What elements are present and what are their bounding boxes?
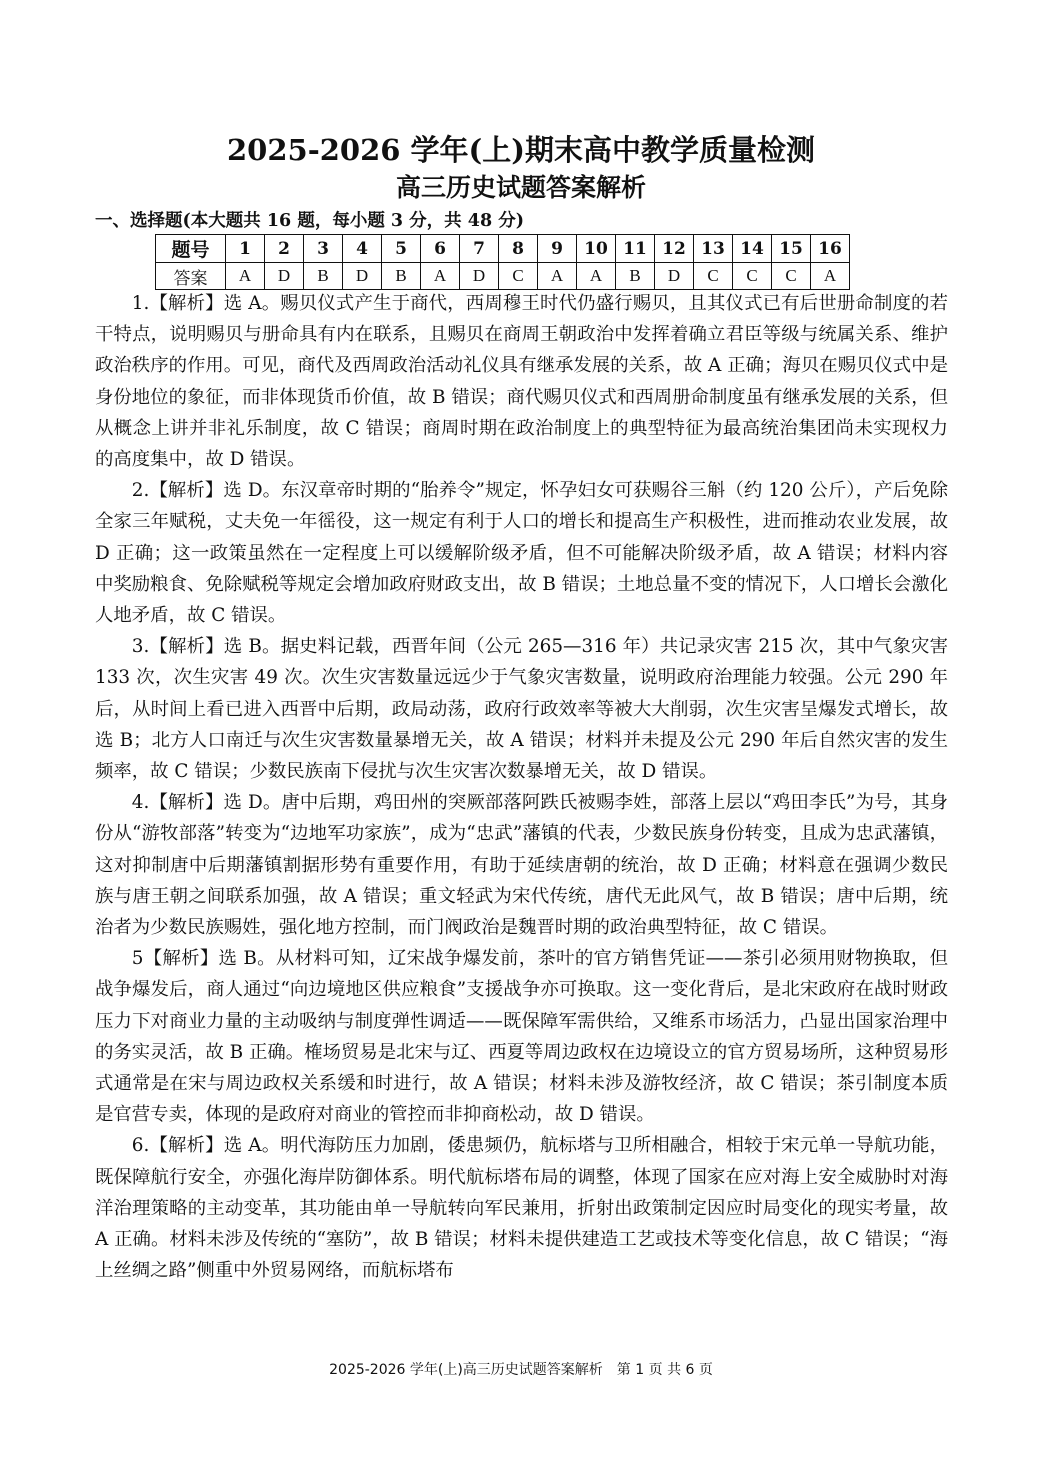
explanation-paragraph: 4.【解析】选 D。唐中后期，鸡田州的突厥部落阿跌氏被赐李姓，部落上层以“鸡田李氏”为号，其身份从“游牧部落”转变为“边地军功家族”，成为“忠武”藩镇的代表，少数民族身份转变，且成为忠武藩镇，这对抑制唐中后期藩镇割据形势有重要作用，有助于延续唐朝的统治，故 D 正确；材料意在强调少数民族与唐王朝之间联系加强，故 A 错误；重文轻武为宋代传统，唐代无此风气，故 B 错误；唐中后期，统治者为少数民族赐姓，强化地方控制，而门阀政治是魏晋时期的政治典型特征，故 C 错误。 [95, 792, 948, 939]
question-number-cell: 14 [733, 235, 772, 263]
explanations [95, 288, 948, 1287]
question-number-cell: 15 [772, 235, 811, 263]
explanation-paragraph: 5【解析】选 B。从材料可知，辽宋战争爆发前，茶叶的官方销售凭证——茶引必须用财物换取，但战争爆发后，商人通过“向边境地区供应粮食”支援战争亦可换取。这一变化背后，是北宋政府在战时财政压力下对商业力量的主动吸纳与制度弹性调适——既保障军需供给，又维系市场活力，凸显出国家治理中的务实灵活，故 B 正确。榷场贸易是北宋与辽、西夏等周边政权在边境设立的官方贸易场所，这种贸易形式通常是在宋与周边政权关系缓和时进行，故 A 错误；材料未涉及游牧经济，故 C 错误；茶引制度本质是官营专卖，体现的是政府对商业的管控而非抑商松动，故 D 错误。 [95, 948, 948, 1126]
question-number-cell: 8 [499, 235, 538, 263]
answer-cell: A [538, 263, 577, 290]
question-number-label: 题号 [156, 235, 226, 263]
question-number-cell: 10 [577, 235, 616, 263]
question-number-cell: 11 [616, 235, 655, 263]
page-footer: 2025-2026 学年(上)高三历史试题答案解析 第 1 页 共 6 页 [329, 1362, 713, 1378]
section-heading: 一、选择题(本大题共 16 题，每小题 3 分，共 48 分) [95, 211, 524, 231]
question-number-cell: 2 [265, 235, 304, 263]
answer-cell: B [616, 263, 655, 290]
answer-cell: D [265, 263, 304, 290]
question-number-cell: 1 [226, 235, 265, 263]
answer-cell: D [343, 263, 382, 290]
answer-cell: B [304, 263, 343, 290]
explanation-paragraph: 3.【解析】选 B。据史料记载，西晋年间（公元 265—316 年）共记录灾害 215 次，其中气象灾害 133 次，次生灾害 49 次。次生灾害数量远远少于气象灾害数量，说明政府治理能力较强。公元 290 年后，从时间上看已进入西晋中后期，政局动荡，政府行政效率等被大大削弱，次生灾害呈爆发式增长，故选 B；北方人口南迁与次生灾害数量暴增无关，故 A 错误；材料并未提及公元 290 年后自然灾害的发生频率，故 C 错误；少数民族南下侵扰与次生灾害次数暴增无关，故 D 错误。 [95, 636, 948, 783]
answer-cell: D [460, 263, 499, 290]
explanation-paragraph: 6.【解析】选 A。明代海防压力加剧，倭患频仍，航标塔与卫所相融合，相较于宋元单一导航功能，既保障航行安全，亦强化海岸防御体系。明代航标塔布局的调整，体现了国家在应对海上安全威胁时对海洋治理策略的主动变革，其功能由单一导航转向军民兼用，折射出政策制定因应时局变化的现实考量，故 A 正确。材料未涉及传统的“塞防”，故 B 错误；材料未提供建造工艺或技术等变化信息，故 C 错误；“海上丝绸之路”侧重中外贸易网络，而航标塔布 [95, 1135, 948, 1282]
question-number-cell: 13 [694, 235, 733, 263]
document-subtitle: 高三历史试题答案解析 [395, 173, 646, 202]
answer-row [156, 263, 850, 290]
question-number-cell: 5 [382, 235, 421, 263]
answer-cell: C [694, 263, 733, 290]
question-number-cell: 6 [421, 235, 460, 263]
answer-cell: D [655, 263, 694, 290]
question-number-cell: 9 [538, 235, 577, 263]
question-number-row [156, 235, 850, 263]
answer-cell: C [499, 263, 538, 290]
answer-cell: C [772, 263, 811, 290]
answer-cell: A [811, 263, 850, 290]
answer-cell: A [226, 263, 265, 290]
question-number-cell: 4 [343, 235, 382, 263]
answer-cell: A [577, 263, 616, 290]
answer-cell: B [382, 263, 421, 290]
explanation-paragraph: 2.【解析】选 D。东汉章帝时期的“胎养令”规定，怀孕妇女可获赐谷三斛（约 120 公斤），产后免除全家三年赋税，丈夫免一年徭役，这一规定有利于人口的增长和提高生产积极性，进而推动农业发展，故 D 正确；这一政策虽然在一定程度上可以缓解阶级矛盾，但不可能解决阶级矛盾，故 A 错误；材料内容中奖励粮食、免除赋税等规定会增加政府财政支出，故 B 错误；土地总量不变的情况下，人口增长会激化人地矛盾，故 C 错误。 [95, 480, 948, 627]
document-title: 2025-2026 学年(上)期末高中教学质量检测 [226, 133, 815, 167]
answer-cell: A [421, 263, 460, 290]
explanation-paragraph: 1.【解析】选 A。赐贝仪式产生于商代，西周穆王时代仍盛行赐贝，且其仪式已有后世册命制度的若干特点，说明赐贝与册命具有内在联系，且赐贝在商周王朝政治中发挥着确立君臣等级与统属关系、维护政治秩序的作用。可见，商代及西周政治活动礼仪具有继承发展的关系，故 A 正确；海贝在赐贝仪式中是身份地位的象征，而非体现货币价值，故 B 错误；商代赐贝仪式和西周册命制度虽有继承发展的关系，但从概念上讲并非礼乐制度，故 C 错误；商周时期在政治制度上的典型特征为最高统治集团尚未实现权力的高度集中，故 D 错误。 [95, 293, 948, 471]
question-number-cell: 7 [460, 235, 499, 263]
answer-cell: C [733, 263, 772, 290]
question-number-cell: 12 [655, 235, 694, 263]
answer-label: 答案 [156, 263, 226, 290]
answer-table [155, 234, 850, 290]
question-number-cell: 3 [304, 235, 343, 263]
question-number-cell: 16 [811, 235, 850, 263]
